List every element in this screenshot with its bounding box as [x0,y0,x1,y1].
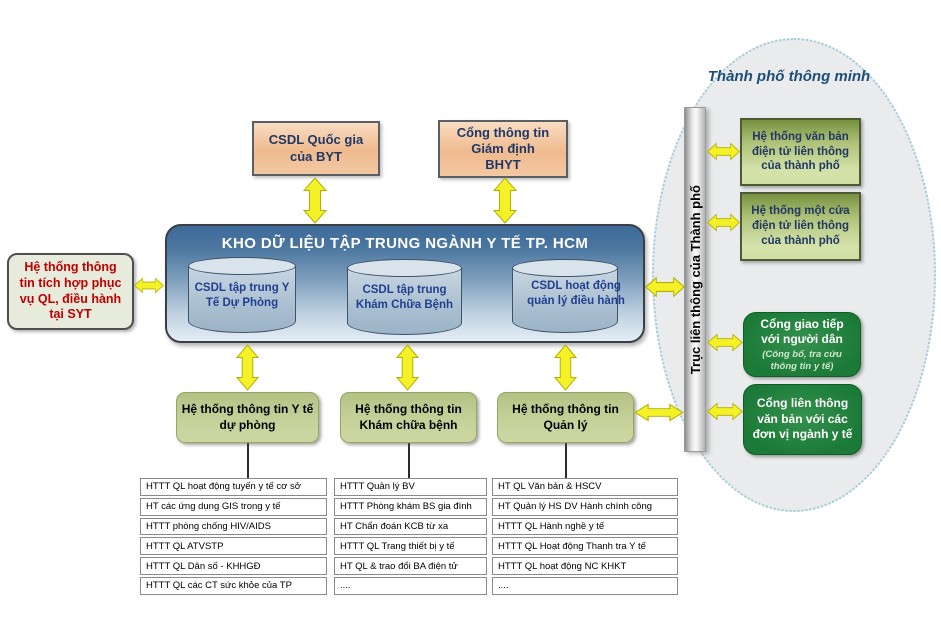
connector-line [247,443,249,478]
list-item: HTTT QL ATVSTP [140,537,327,555]
arrow-warehouse-du-phong [236,344,259,391]
list-item: HTTT QL các CT sức khỏe của TP [140,577,327,595]
city-interop-bus-label: Trục liên thông của Thành phố [687,184,703,375]
list-item: HT Quản lý HS DV Hành chính công [492,498,678,516]
node-syt-integrated-system: Hệ thống thông tin tích hợp phục vụ QL, điều hành tại SYT [7,253,134,330]
db-label: CSDL tập trung Y Tế Dự Phòng [194,282,290,309]
node-cong-giam-dinh-bhyt: Cổng thông tin Giám định BHYT [438,120,568,178]
arrow-byt-warehouse [303,177,327,224]
list-item: .... [334,577,487,595]
portal-label: Cổng liên thông văn bản với các đơn vị ngành y tế [752,396,853,442]
node-db-y-te-du-phong [188,257,296,333]
node-city-mot-cua-dien-tu: Hệ thống một cửa điện tử liên thông của thành phố [740,192,861,261]
portal-label: Cổng giao tiếp với người dân [760,316,844,347]
arrow-bhyt-warehouse [493,177,517,224]
smart-city-title: Thành phố thông minh [707,68,871,85]
cylinder-top [512,259,618,277]
list-y-te-du-phong [140,478,327,595]
arrow-warehouse-kcb [396,344,419,391]
list-item: HT QL & trao đổi BA điện tử [334,557,487,575]
cylinder-top [188,257,296,275]
arrow-quan-ly-bus [634,403,684,422]
connector-line [565,443,567,478]
list-item: HTTT Phòng khám BS gia đình [334,498,487,516]
list-item: HT QL Văn bản & HSCV [492,478,678,496]
city-interop-bus [684,107,706,452]
node-csdl-quoc-gia-byt: CSDL Quốc gia của BYT [252,121,380,176]
connector-line [408,443,410,478]
cylinder-top [347,259,462,277]
list-item: HT các ứng dụng GIS trong y tế [140,498,327,516]
node-db-kham-chua-benh [347,259,462,335]
node-city-van-ban-dien-tu: Hệ thống văn bản điện tử liên thông của thành phố [740,118,861,186]
node-cong-lien-thong-van-ban [743,384,862,455]
list-item: .... [492,577,678,595]
arrow-syt-warehouse [134,277,164,294]
list-item: HTTT QL Hoạt động Thanh tra Y tế [492,537,678,555]
node-httt-y-te-du-phong: Hệ thống thông tin Y tế dự phòng [176,392,319,443]
list-item: HTTT QL hoạt động tuyến y tế cơ sở [140,478,327,496]
list-item: HTTT QL Trang thiết bị y tế [334,537,487,555]
portal-sublabel: (Công bố, tra cứu thông tin y tế) [762,348,842,372]
node-httt-quan-ly: Hệ thống thông tin Quản lý [497,392,634,443]
list-item: HT Chẩn đoán KCB từ xa [334,518,487,536]
data-warehouse-title: KHO DỮ LIỆU TẬP TRUNG NGÀNH Y TẾ TP. HCM [221,235,589,252]
node-db-quan-ly-dieu-hanh [512,259,625,333]
list-item: HTTT QL Hành nghề y tế [492,518,678,536]
db-label: CSDL tập trung Khám Chữa Bệnh [355,284,454,311]
arrow-warehouse-quan-ly [554,344,577,391]
list-kham-chua-benh [334,478,487,595]
node-cong-giao-tiep-nguoi-dan [743,312,861,377]
list-item: HTTT QL hoạt động NC KHKT [492,557,678,575]
list-item: HTTT QL Dân số - KHHGĐ [140,557,327,575]
arrow-bus-van-ban-dien-tu [707,142,740,161]
arrow-bus-giao-tiep-nguoi-dan [707,333,743,352]
arrow-warehouse-bus [645,276,685,298]
list-item: HTTT Quản lý BV [334,478,487,496]
arrow-bus-lien-thong-van-ban [707,402,743,421]
list-quan-ly [492,478,678,595]
node-httt-kham-chua-benh: Hệ thống thông tin Khám chữa bệnh [340,392,477,443]
db-label: CSDL hoạt động quản lý điều hành [527,280,625,307]
arrow-bus-mot-cua [707,213,740,232]
list-item: HTTT phòng chống HIV/AIDS [140,518,327,536]
